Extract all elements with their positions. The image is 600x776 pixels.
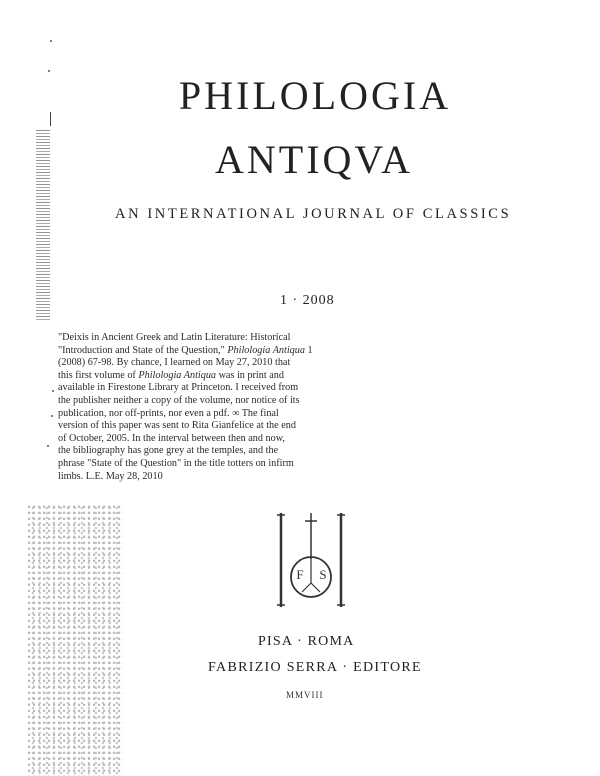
note-line: the publisher neither a copy of the volume, nor notice of its (58, 394, 300, 406)
handwritten-note (58, 332, 328, 483)
note-line: limbs. L.E. May 28, 2010 (58, 470, 163, 482)
journal-name-italic: Philologia Antiqua (138, 369, 217, 381)
scan-artifact (51, 415, 53, 417)
note-line: version of this paper was sent to Rita Gianfelice at the end (58, 420, 296, 432)
journal-subtitle: AN INTERNATIONAL JOURNAL OF CLASSICS (115, 206, 512, 222)
note-line: available in Firestone Library at Princeton. I received from (58, 382, 299, 394)
scan-artifact (50, 40, 52, 42)
note-line: of October, 2005. In the interval between then and now, (58, 432, 285, 444)
emblem-letter-left: F (296, 567, 304, 582)
note-line: (2008) 67-98. By chance, I learned on May 27, 2010 that (58, 357, 291, 369)
note-line: the bibliography has gone grey at the temples, and the (58, 445, 279, 457)
note-line: phrase "State of the Question" in the title totters on infirm (58, 457, 294, 469)
note-line: "Introduction and State of the Question," Philologia Antiqua 1 (58, 344, 313, 356)
publisher-emblem-icon (275, 511, 347, 611)
note-line: "Deixis in Ancient Greek and Latin Literature: Historical (58, 332, 291, 343)
imprint-place: PISA · ROMA (258, 634, 355, 649)
volume-number: 1 · 2008 (280, 293, 335, 308)
imprint-publisher: FABRIZIO SERRA · EDITORE (208, 660, 422, 675)
scan-artifact (28, 505, 123, 776)
imprint-year: MMVIII (286, 690, 324, 700)
note-line: this first volume of Philologia Antiqua was in print and (58, 369, 284, 381)
scan-artifact (47, 445, 49, 447)
journal-name-italic: Philologia Antiqua (227, 344, 305, 356)
emblem-letter-right: S (319, 567, 327, 582)
journal-title-line2: ANTIQVA (214, 137, 414, 182)
scan-artifact (52, 390, 54, 392)
note-line: publication, nor off-prints, nor even a pdf. ∞ The final (58, 407, 279, 419)
journal-title-line1: PHILOLOGIA (178, 73, 452, 118)
